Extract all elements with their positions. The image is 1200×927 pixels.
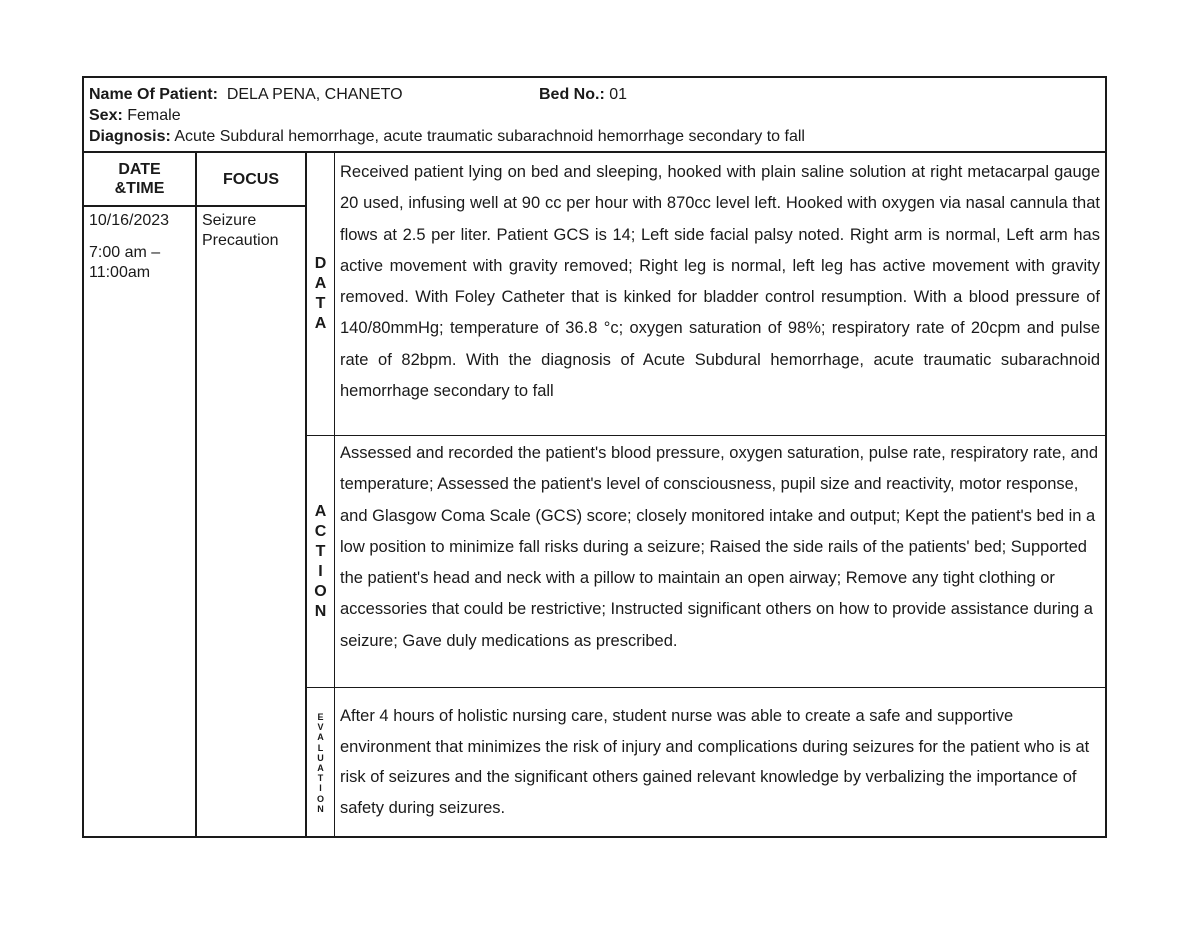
focus-line-1: Seizure: [202, 212, 257, 229]
data-letter: A: [314, 315, 327, 332]
patient-sex-row: [89, 105, 1100, 126]
action-letter: O: [314, 582, 327, 600]
evaluation-letter: T: [317, 773, 324, 784]
evaluation-letter: L: [317, 742, 324, 753]
action-section-label: [307, 436, 335, 687]
patient-name-row: [89, 84, 1100, 105]
patient-name-label: Name Of Patient:: [89, 86, 218, 103]
data-section-label: [307, 153, 335, 435]
patient-name-value: DELA PENA, CHANETO: [226, 86, 403, 103]
date-header-label: DATE: [118, 161, 161, 178]
date-time-column: [84, 153, 197, 838]
evaluation-letter: U: [317, 752, 324, 763]
sex-value: Female: [127, 107, 181, 124]
diagnosis-value: Acute Subdural hemorrhage, acute traumatic subarachnoid hemorrhage secondary to fall: [174, 128, 805, 145]
evaluation-section-text: After 4 hours of holistic nursing care, student nurse was able to create a safe and supportive environment that minimizes the risk of injury and complications during seizures for the patient who is at risk of seizures and the significant others gained relevant knowledge by verbalizing the importance of safety during seizures.: [340, 707, 1090, 817]
evaluation-letter: E: [317, 711, 324, 722]
diagnosis-row: [89, 126, 1100, 147]
bed-number-value: 01: [609, 86, 628, 103]
bed-number: [539, 84, 627, 105]
evaluation-letter: A: [317, 732, 324, 743]
focus-cell: [197, 207, 305, 255]
entry-time-start: 7:00 am –: [89, 244, 161, 261]
entry-date: 10/16/2023: [89, 212, 170, 229]
data-letter: A: [314, 275, 327, 292]
data-letter: T: [315, 295, 326, 312]
date-time-cell: [84, 207, 195, 287]
sex-label: Sex:: [89, 107, 123, 124]
evaluation-section-label: [307, 688, 335, 838]
focus-header-label: FOCUS: [223, 170, 279, 188]
evaluation-letter: I: [319, 783, 322, 794]
diagnosis-label: Diagnosis:: [89, 128, 171, 145]
evaluation-letter: N: [317, 803, 324, 814]
action-letter: T: [315, 542, 326, 560]
action-letter: I: [318, 562, 323, 580]
data-letter: D: [314, 255, 327, 272]
time-header-label: &TIME: [114, 180, 165, 197]
action-letter: C: [314, 522, 327, 540]
nursing-notes-form: [82, 76, 1107, 838]
section-divider: [307, 435, 1105, 436]
section-divider: [307, 687, 1105, 688]
focus-line-2: Precaution: [202, 232, 279, 249]
focus-column: [197, 153, 307, 838]
patient-header: [84, 78, 1105, 153]
action-letter: N: [314, 602, 327, 620]
focus-header: [197, 153, 305, 207]
entry-time-end: 11:00am: [89, 264, 151, 281]
action-letter: A: [314, 502, 327, 520]
date-time-header: [84, 153, 195, 207]
bed-number-label: Bed No.:: [539, 86, 605, 103]
evaluation-letter: A: [317, 763, 324, 773]
evaluation-letter: V: [317, 722, 324, 733]
evaluation-letter: O: [316, 793, 324, 804]
data-section-text: Received patient lying on bed and sleeping, hooked with plain saline solution at right metacarpal gauge 20 used, infusing well at 90 cc per hour with 870cc level left. Hooked with oxygen via nasal cannula that flows at 2.5 per liter. Patient GCS is 14; Left side facial palsy noted. Right arm is normal, Left arm has active movement with gravity removed; Right leg is normal, left leg has active movement with gravity removed. With Foley Catheter that is kinked for bladder control resumption. With a blood pressure of 140/80mmHg; temperature of 36.8 °c; oxygen saturation of 98%; respiratory rate of 20cpm and pulse rate of 82bpm. With the diagnosis of Acute Subdural hemorrhage, acute traumatic subarachnoid hemorrhage secondary to fall: [340, 163, 1100, 401]
action-section-text: Assessed and recorded the patient's blood pressure, oxygen saturation, pulse rate, respiratory rate, and temperature; Assessed the patient's level of consciousness, pupil size and reactivity, motor response, and Glasgow Coma Scale (GCS) score; closely monitored intake and output; Kept the patient's bed in a low position to minimize fall risks during a seizure; Raised the side rails of the patients' bed; Supported the patient's head and neck with a pillow to maintain an open airway; Remove any tight clothing or accessories that could be restrictive; Instructed significant others on how to provide assistance during a seizure; Gave duly medications as prescribed.: [340, 444, 1099, 650]
